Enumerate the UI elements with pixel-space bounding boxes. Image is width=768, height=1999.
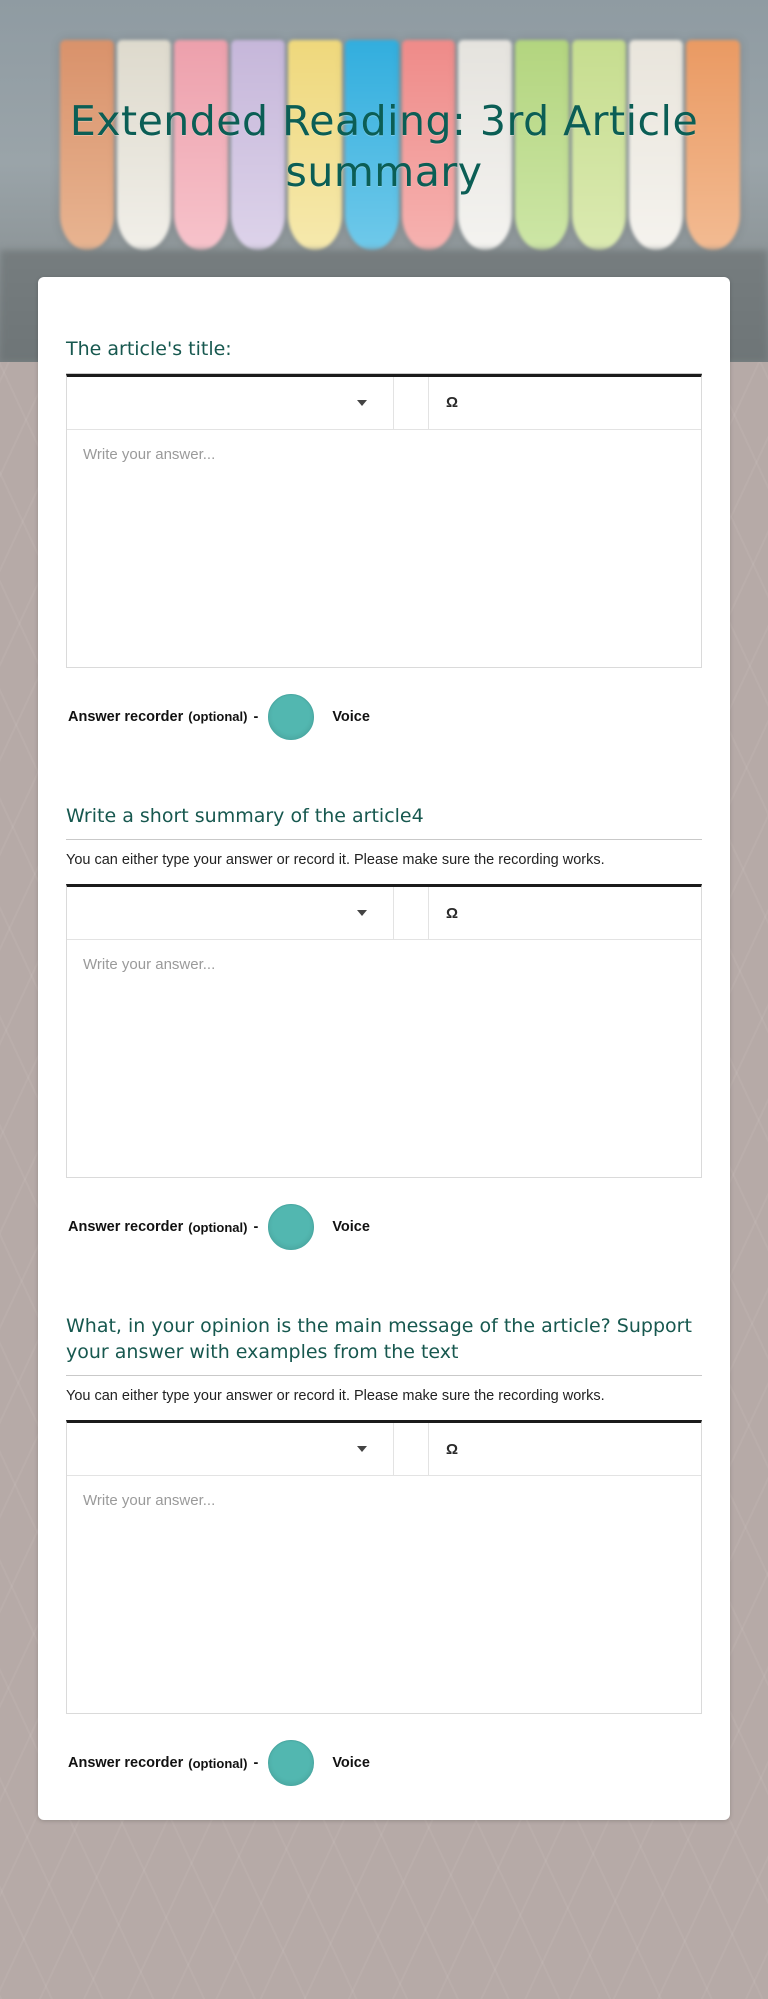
editor-toolbar <box>67 887 701 940</box>
toolbar-spacer <box>394 887 428 939</box>
form-card <box>38 277 730 1820</box>
font-family-select[interactable] <box>67 377 394 429</box>
record-button[interactable] <box>268 694 314 740</box>
toolbar-spacer <box>394 377 428 429</box>
question-title: The article's title: <box>66 338 232 360</box>
question-title: What, in your opinion is the main message of the article? Support your answer with examples from the text <box>66 1315 692 1363</box>
question-title: Write a short summary of the article4 <box>66 804 424 827</box>
font-family-select[interactable] <box>67 887 394 939</box>
rich-text-editor[interactable] <box>66 374 702 668</box>
recorder-dash: - <box>253 1219 259 1236</box>
question-help-text: You can either type your answer or record it. Please make sure the recording works. <box>66 852 605 869</box>
editor-toolbar <box>67 377 701 430</box>
recorder-dash: - <box>253 1755 259 1772</box>
question-block <box>38 804 730 1250</box>
recorder-dash: - <box>253 708 259 725</box>
special-character-icon[interactable]: Ω <box>428 1423 475 1475</box>
recorder-voice-label: Voice <box>332 1219 370 1236</box>
recorder-optional-text: (optional) <box>188 1755 248 1771</box>
recorder-voice-label: Voice <box>332 1755 370 1772</box>
question-block <box>38 1314 730 1786</box>
chevron-down-icon <box>357 1446 367 1452</box>
editor-toolbar <box>67 1423 701 1476</box>
answer-textarea[interactable]: Write your answer... <box>83 1492 216 1510</box>
rich-text-editor[interactable] <box>66 884 702 1178</box>
special-character-icon[interactable]: Ω <box>428 887 475 939</box>
answer-recorder <box>66 1178 702 1250</box>
recorder-optional-text: (optional) <box>188 1219 248 1235</box>
answer-textarea[interactable]: Write your answer... <box>83 956 216 974</box>
special-character-icon[interactable]: Ω <box>428 377 475 429</box>
answer-textarea[interactable]: Write your answer... <box>83 445 216 463</box>
recorder-voice-label: Voice <box>332 708 370 725</box>
answer-recorder <box>66 668 702 740</box>
chevron-down-icon <box>357 910 367 916</box>
recorder-optional-text: (optional) <box>188 709 248 725</box>
toolbar-spacer <box>394 1423 428 1475</box>
recorder-label: Answer recorder <box>68 708 184 725</box>
page-title: Extended Reading: 3rd Article summary <box>69 97 699 197</box>
chevron-down-icon <box>357 400 367 406</box>
recorder-label: Answer recorder <box>68 1219 184 1236</box>
answer-recorder <box>66 1714 702 1786</box>
font-family-select[interactable] <box>67 1423 394 1475</box>
recorder-label: Answer recorder <box>68 1755 184 1772</box>
record-button[interactable] <box>268 1740 314 1786</box>
question-block <box>38 277 730 740</box>
record-button[interactable] <box>268 1204 314 1250</box>
rich-text-editor[interactable] <box>66 1420 702 1714</box>
question-help-text: You can either type your answer or record it. Please make sure the recording works. <box>66 1388 605 1405</box>
